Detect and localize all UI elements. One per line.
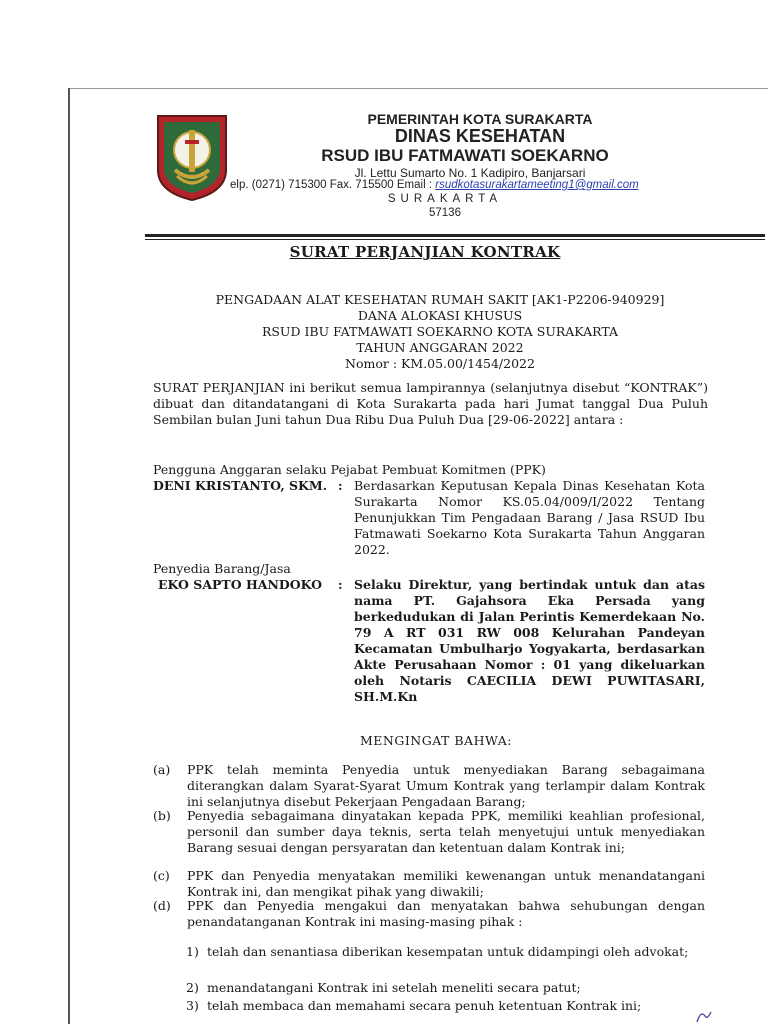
item-c-mark: (c) [153, 868, 170, 883]
letterhead-email-link[interactable]: rsudkotasurakartameeting1@gmail.com [435, 179, 639, 191]
letterhead-city: SURAKARTA [387, 193, 503, 205]
party1-colon: : [338, 478, 343, 493]
letterhead-government: PEMERINTAH KOTA SURAKARTA [367, 111, 593, 127]
letterhead-department: DINAS KESEHATAN [394, 126, 566, 146]
party2-role: Penyedia Barang/Jasa [153, 561, 291, 576]
subtitle-procurement: PENGADAAN ALAT KESEHATAN RUMAH SAKIT [AK1-P2206-940929] [215, 292, 665, 307]
letterhead-zip: 57136 [429, 207, 461, 219]
letterhead-phone: elp. (0271) 715300 Fax. 715500 Email : [230, 179, 433, 191]
subitem-1-text: telah dan senantiasa diberikan kesempatan untuk didampingi oleh advokat; [207, 944, 689, 959]
party2-description: Selaku Direktur, yang bertindak untuk dan atas nama PT. Gajahsora Eka Persada yang berkedudukan di Jalan Perintis Kemerdekaan No. 79 A RT 031 RW 008 Kelurahan Pandeyan Kecamatan Umbulharjo Yogyakarta, berdasarkan Akte Perusahaan Nomor : 01 yang dikeluarkan oleh Notaris CAECILIA DEWI PUWITASARI, SH.M.Kn [354, 577, 705, 704]
subitem-2-text: menandatangani Kontrak ini setelah meneliti secara patut; [207, 980, 581, 995]
item-c-text: PPK dan Penyedia menyatakan memiliki kewenangan untuk menandatangani Kontrak ini, dan mengikat pihak yang diwakili; [187, 868, 705, 899]
subtitle-fiscal-year: TAHUN ANGGARAN 2022 [356, 340, 524, 355]
letterhead-hospital: RSUD IBU FATMAWATI SOEKARNO [321, 146, 609, 165]
letterhead-rule-thick [145, 234, 765, 237]
subtitle-fund: DANA ALOKASI KHUSUS [357, 308, 523, 323]
subitem-2-num: 2) [186, 980, 199, 995]
item-a-text: PPK telah meminta Penyedia untuk menyediakan Barang sebagaimana diterangkan dalam Syarat-Syarat Umum Kontrak yang terlampir dalam Kontrak ini selanjutnya disebut Pekerjaan Pengadaan Barang; [187, 762, 705, 809]
party1-name: DENI KRISTANTO, SKM. [153, 478, 328, 493]
item-b-text: Penyedia sebagaimana dinyatakan kepada PPK, memiliki keahlian profesional, personil dan sumber daya teknis, serta telah menyetujui untuk menyediakan Barang sesuai dengan persyaratan dan ketentuan dalam Kontrak ini; [187, 808, 705, 855]
city-emblem-logo [155, 112, 229, 202]
mengingat-heading: MENGINGAT BAHWA: [360, 733, 512, 748]
page-left-edge [68, 88, 70, 1024]
intro-paragraph: SURAT PERJANJIAN ini berikut semua lampirannya (selanjutnya disebut “KONTRAK”) dibuat dan ditandatangani di Kota Surakarta pada hari Jumat tanggal Dua Puluh Sembilan bulan Juni tahun Dua Ribu Dua Puluh Dua [29-06-2022] antara : [153, 380, 708, 427]
letterhead-address: Jl. Lettu Sumarto No. 1 Kadipiro, Banjarsari [354, 166, 586, 180]
subitem-3-num: 3) [186, 998, 199, 1013]
subtitle-hospital: RSUD IBU FATMAWATI SOEKARNO KOTA SURAKARTA [261, 324, 619, 339]
subitem-3-text: telah membaca dan memahami secara penuh ketentuan Kontrak ini; [207, 998, 642, 1013]
party2-name: EKO SAPTO HANDOKO [158, 577, 323, 592]
party2-colon: : [338, 577, 343, 592]
party1-description: Berdasarkan Keputusan Kepala Dinas Kesehatan Kota Surakarta Nomor KS.05.04/009/I/2022 Tentang Penunjukkan Tim Pengadaan Barang / Jasa RSUD Ibu Fatmawati Soekarno Kota Surakarta Tahun Anggaran 2022. [354, 478, 705, 557]
letterhead-rule-thin [145, 239, 765, 240]
subitem-1-num: 1) [186, 944, 199, 959]
letterhead-contact [230, 179, 700, 191]
subtitle-number: Nomor : KM.05.00/1454/2022 [345, 356, 535, 371]
item-d-text: PPK dan Penyedia mengakui dan menyatakan bahwa sehubungan dengan penandatanganan Kontrak ini masing-masing pihak : [187, 898, 705, 929]
item-d-mark: (d) [153, 898, 171, 913]
paraf-scribble-icon [693, 1008, 713, 1024]
item-a-mark: (a) [153, 762, 171, 777]
item-b-mark: (b) [153, 808, 171, 823]
party1-role: Pengguna Anggaran selaku Pejabat Pembuat Komitmen (PPK) [153, 462, 546, 477]
page-top-edge [68, 88, 768, 89]
document-title: SURAT PERJANJIAN KONTRAK [289, 243, 561, 261]
